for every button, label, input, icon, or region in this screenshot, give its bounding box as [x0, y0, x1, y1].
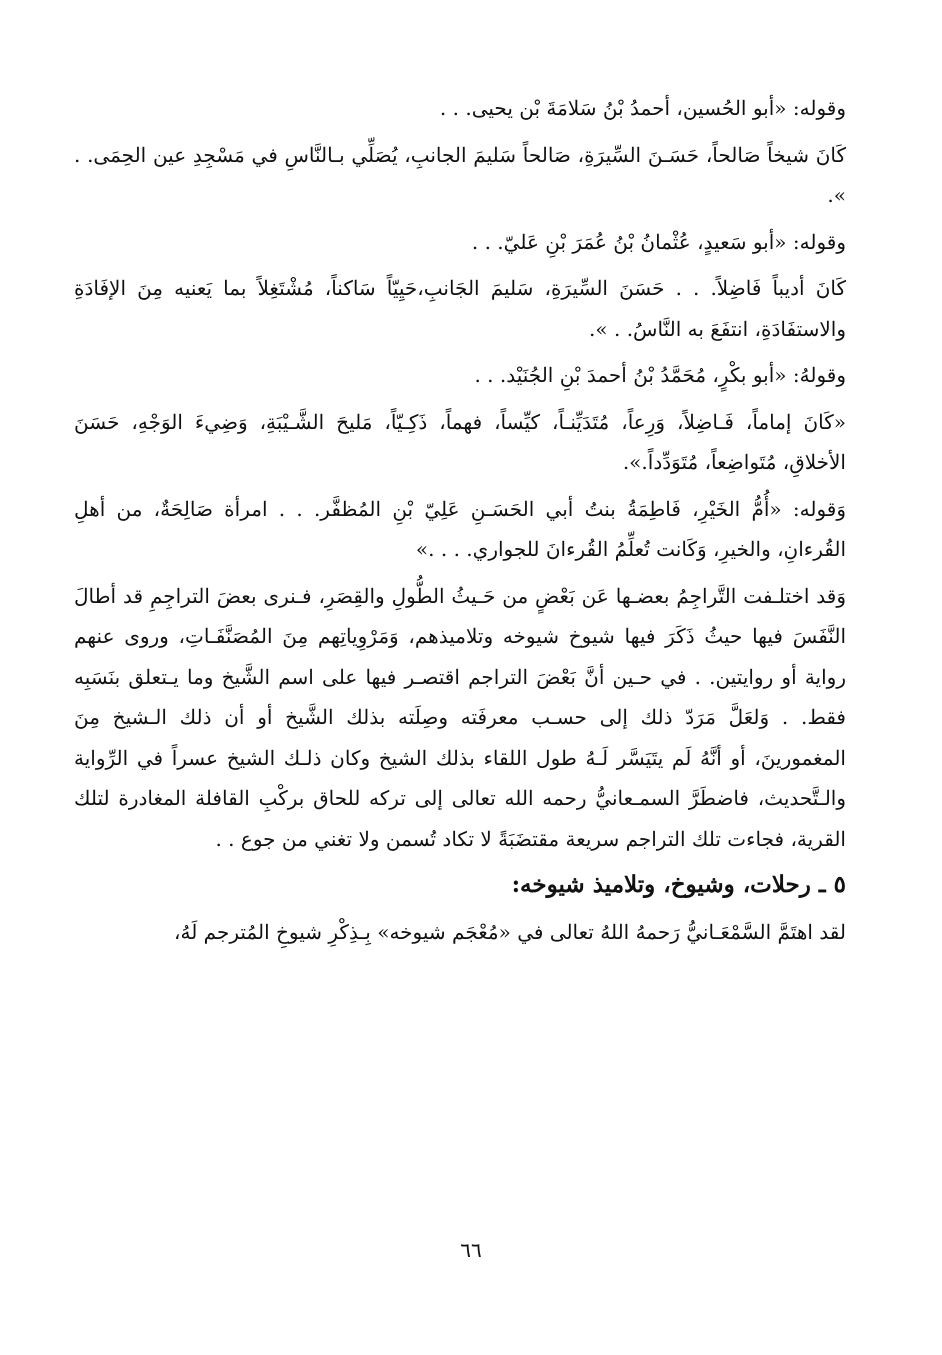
quote-body-abu-bakr: «كَانَ إماماً، فَـاضِلاً، وَرِعاً، مُتَدَيِّنـاً، كيِّساً، فهماً، ذَكِـيّاً، مَليحَ الشَّـيْبَةِ، وَضِيءَ الوَجْهِ، حَسَنَ الأخلاقِ، مُتَواضِعاً، مُتَوَدِّداً.». [74, 409, 846, 474]
quote-body-abu-alhusayn: كَانَ شيخاً صَالحاً، حَسَـنَ السِّيرَةِ، صَالحاً سَليمَ الجانبِ، يُصَلِّي بـالنَّاسِ في مَسْجِدِ عين الحِمَى. . ». [74, 142, 846, 207]
page-number: ٦٦ [460, 1238, 482, 1262]
page-body [74, 88, 846, 958]
quote-body-abu-said: كَانَ أديباً فَاضِلاً. . . حَسَنَ السِّيرَةِ، سَليمَ الجَانبِ،حَيِيّاً سَاكناً، مُشْتَغِلاً بما يَعنيه مِنَ الإفَادَةِ والاستفَادَةِ، انتفَعَ به النَّاسُ. . ». [74, 276, 846, 341]
section-heading: ٥ ـ رحلات، وشيوخ، وتلاميذ شيوخه: [511, 871, 846, 898]
discussion-paragraph: وَقد اختلـفت التَّراجِمُ بعضـها عَن بَعْضٍ من حَـيثُ الطُّولِ والقِصَرِ، فـنرى بعضَ التراجِمِ قد أطالَ النَّفَسَ فيها حيثُ ذَكَرَ فيها شيوخ شيوخه وتلاميذهم، وَمَرْوِياتِهم مِنَ المُصَنَّفَـاتِ، وروى عنهم رواية أو روايتين. . في حـين أنَّ بَعْضَ التراجم اقتصـر فيها على اسم الشَّيخ وما يـتعلق بنَسَبِه فقط. . وَلعَلَّ مَرَدّ ذلك إلى حسـب معرفَته وصِلَته بذلك الشَّيخ أو أن ذلك الـشيخ مِنَ المغمورينَ، أو أنَّهُ لَم يتَيَسَّر لَـهُ طول اللقاء بذلك الشيخ وكان ذلـك الشيخ عسراً في الرِّواية والـتَّحديث، فاضطَرَّ السمـعانيُّ رحمه الله تعالى إلى تركه للحاق بركْبِ القافلة المغادرة لتلك القرية، فجاءت تلك التراجم سريعة مقتضَبَةً لا تكاد تُسمن ولا تغني من جوع . . [74, 583, 846, 851]
quote-intro-abu-bakr: وقولهُ: «أبو بكْرٍ، مُحَمَّدُ بْنُ أحمدَ بْنِ الجُنَيْد. . . [474, 363, 846, 387]
quote-intro-abu-said: وقوله: «أبو سَعيدٍ، عُثْمانُ بْنُ عُمَرَ بْنِ عَليّ. . . [471, 229, 846, 254]
quote-intro-abu-alhusayn: وقوله: «أبو الحُسين، أحمدُ بْنُ سَلامَةَ بْن يحيى. . . [439, 96, 846, 120]
closing-paragraph: لقد اهتَمَّ السَّمْعَـانيُّ رَحمهُ اللهُ تعالى في «مُعْجَم شيوخه» بِـذِكْرِ شيوخِ المُترجم لَهُ، [174, 919, 846, 944]
quote-umm-alkhayr: وَقوله: «أُمُّ الخَيْرِ، فَاطِمَةُ بنتُ أبي الحَسَـنِ عَلِيّ بْنِ المُظفَّر. . . امرأة صَالِحَةٌ، من أهلِ القُرءانِ، والخيرِ، وَكَانت تُعلِّمُ القُرءانَ للجواري. . . .» [74, 496, 846, 561]
